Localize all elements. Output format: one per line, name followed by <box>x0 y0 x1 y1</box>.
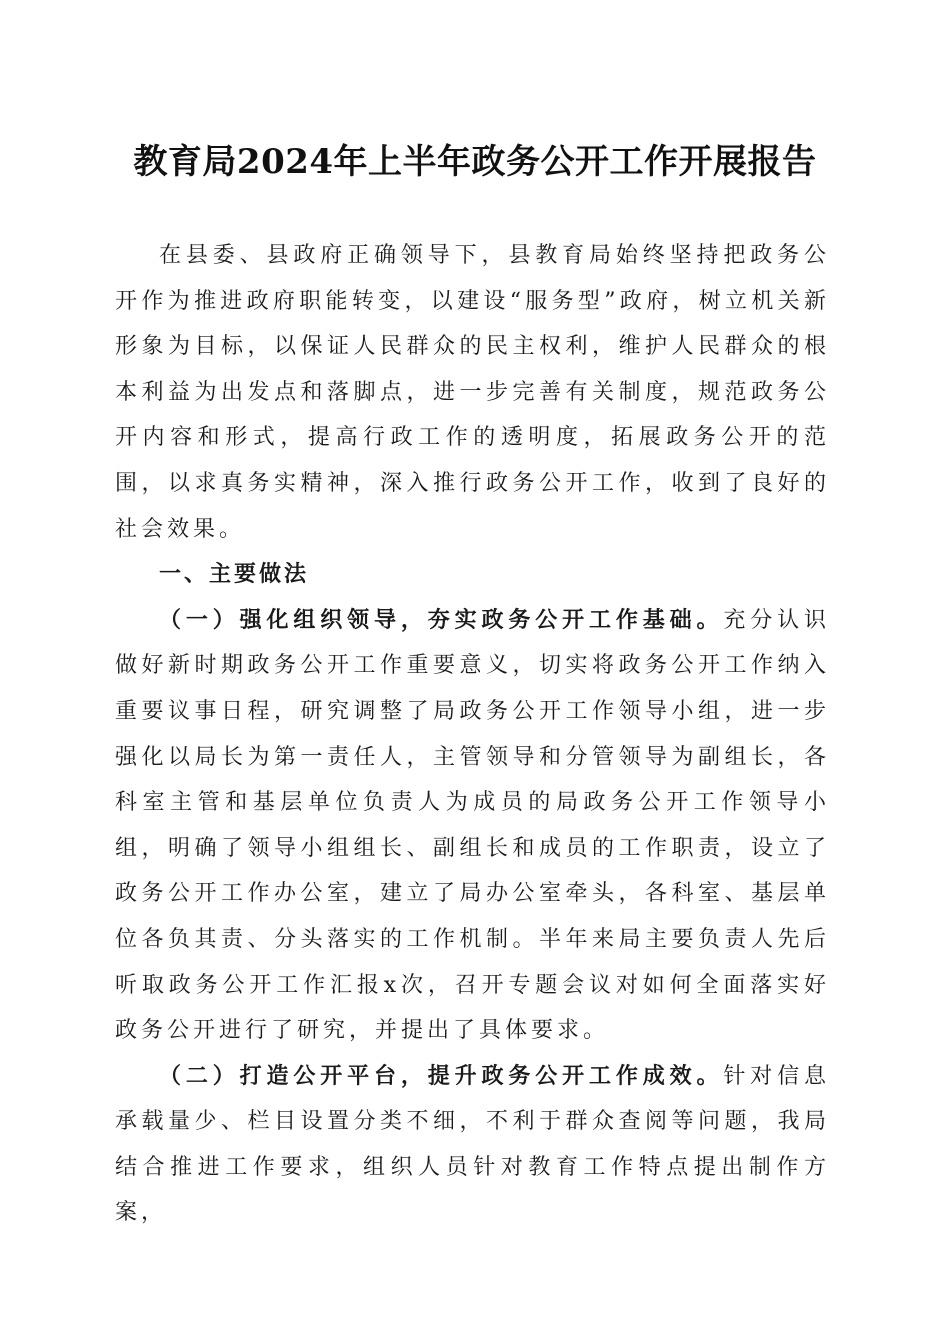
item-2-paragraph <box>115 1054 830 1236</box>
item-2-lead: （二）打造公开平台，提升政务公开工作成效。 <box>159 1062 724 1089</box>
item-1-paragraph <box>115 598 830 1054</box>
item-1-lead: （一）强化组织领导，夯实政务公开工作基础。 <box>159 606 724 633</box>
section-heading: 一、主要做法 <box>159 562 310 588</box>
document-title: 教育局2024年上半年政务公开工作开展报告 <box>133 142 817 182</box>
document-body <box>115 233 830 1236</box>
item-2-body: 针对信息承载量少、栏目设置分类不细，不利于群众查阅等问题，我局结合推进工作要求，组织人员针对教育工作特点提出制作方案， <box>115 1063 830 1226</box>
intro-paragraph: 在县委、县政府正确领导下，县教育局始终坚持把政务公开作为推进政府职能转变，以建设“服务型”政府，树立机关新形象为目标，以保证人民群众的民主权利，维护人民群众的根本利益为出发点和落脚点，进一步完善有关制度，规范政务公开内容和形式，提高行政工作的透明度，拓展政务公开的范围，以求真务实精神，深入推行政务公开工作，收到了良好的社会效果。 <box>115 243 830 542</box>
item-1-body: 充分认识做好新时期政务公开工作重要意义，切实将政务公开工作纳入重要议事日程，研究调整了局政务公开工作领导小组，进一步强化以局长为第一责任人，主管领导和分管领导为副组长，各科室主管和基层单位负责人为成员的局政务公开工作领导小组，明确了领导小组组长、副组长和成员的工作职责，设立了政务公开工作办公室，建立了局办公室牵头，各科室、基层单位各负其责、分头落实的工作机制。半年来局主要负责人先后听取政务公开工作汇报x次，召开专题会议对如何全面落实好政务公开进行了研究，并提出了具体要求。 <box>115 607 830 1044</box>
